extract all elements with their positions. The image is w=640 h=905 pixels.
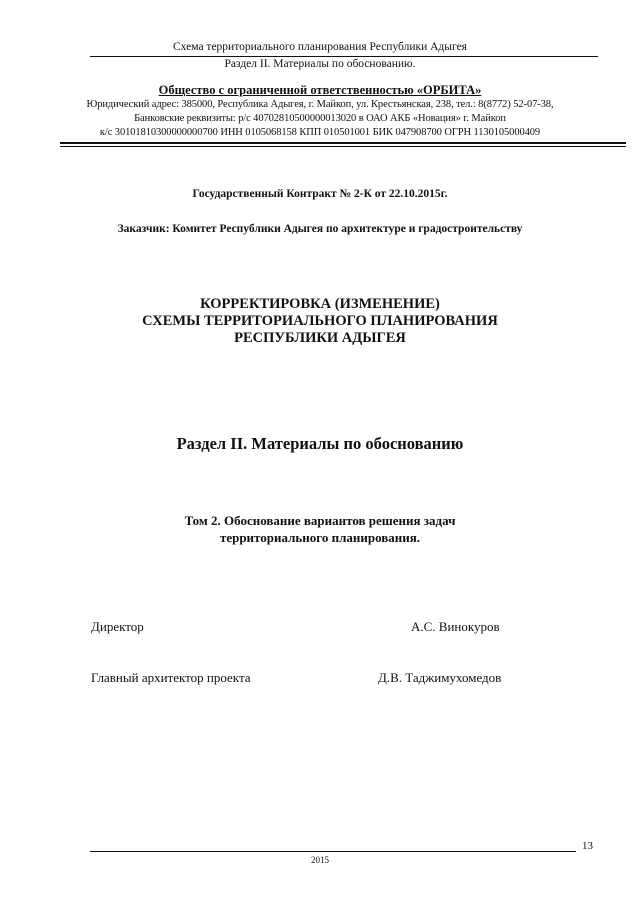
organization-address: Юридический адрес: 385000, Республика Адыгея, г. Майкоп, ул. Крестьянская, 238, тел.: 8(8772) 52-07-38, [86, 99, 554, 110]
contract-line: Государственный Контракт № 2-К от 22.10.2015г. [192, 188, 448, 200]
organization-divider-thick [60, 142, 626, 144]
signature-name-chief-architect: Д.В. Таджимухомедов [378, 670, 502, 685]
running-header-section: Раздел II. Материалы по обоснованию. [224, 58, 416, 70]
organization-codes: к/с 30101810300000000700 ИНН 0105068158 КПП 010501001 БИК 047908700 ОГРН 1130105000409 [99, 127, 541, 138]
signature-role-chief-architect: Главный архитектор проекта [91, 670, 251, 685]
organization-name: Общество с ограниченной ответственностью «ОРБИТА» [158, 83, 482, 97]
volume-title-line-1: Том 2. Обоснование вариантов решения задач [184, 513, 456, 528]
document-title [0, 296, 640, 347]
header-divider [90, 56, 598, 57]
document-title-line-3: РЕСПУБЛИКИ АДЫГЕЯ [234, 330, 406, 346]
footer-divider [90, 851, 576, 852]
document-title-line-1: КОРРЕКТИРОВКА (ИЗМЕНЕНИЕ) [200, 296, 440, 312]
section-title: Раздел II. Материалы по обоснованию [176, 434, 464, 453]
page-number: 13 [582, 840, 593, 852]
signature-role-director: Директор [91, 619, 144, 634]
organization-divider-thin [60, 146, 626, 147]
organization-bank-details: Банковские реквизиты: р/с 40702810500000013020 в ОАО АКБ «Новация» г. Майкоп [134, 113, 506, 124]
signature-name-director: А.С. Винокуров [411, 619, 500, 634]
document-title-line-2: СХЕМЫ ТЕРРИТОРИАЛЬНОГО ПЛАНИРОВАНИЯ [142, 313, 498, 329]
footer-year: 2015 [311, 855, 329, 865]
running-header-title: Схема территориального планирования Республики Адыгея [173, 41, 467, 53]
customer-line: Заказчик: Комитет Республики Адыгея по архитектуре и градостроительству [117, 223, 523, 235]
volume-title [0, 512, 640, 546]
volume-title-line-2: территориального планирования. [219, 530, 421, 545]
